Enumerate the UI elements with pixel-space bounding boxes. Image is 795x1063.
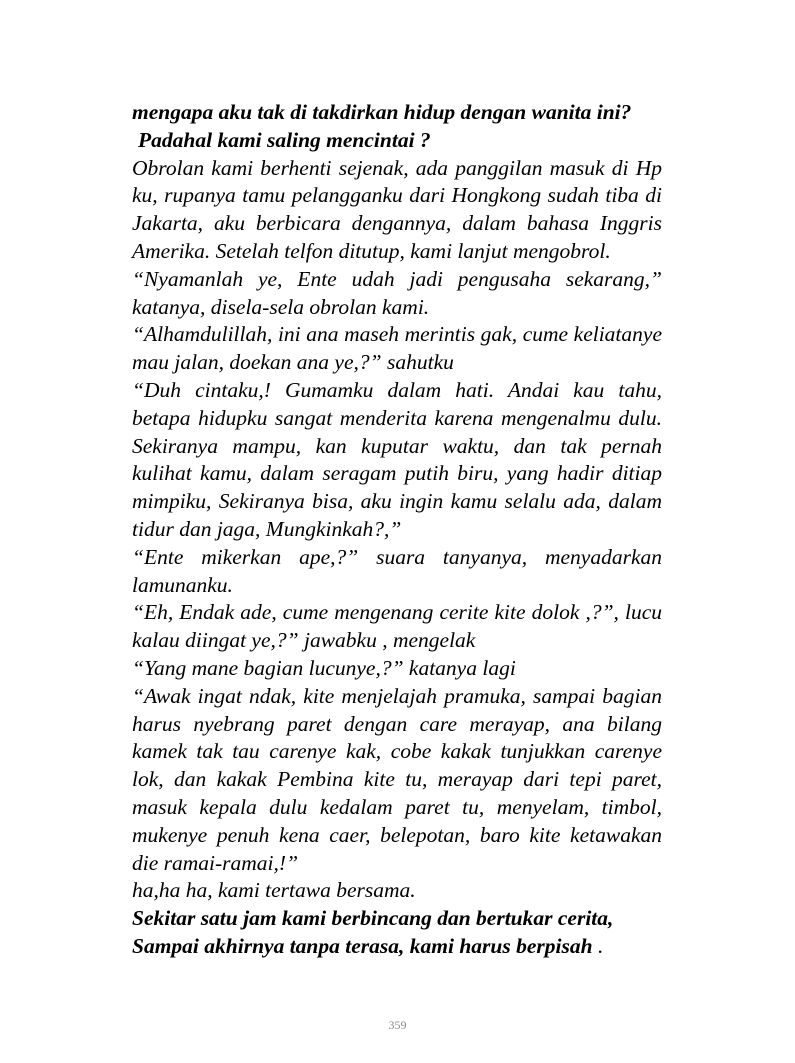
body-text bbox=[132, 99, 662, 961]
paragraph-dialogue-2: “Alhamdulillah, ini ana maseh merintis gak, cume keliatanye mau jalan, doekan ana ye,?” sahutku bbox=[132, 322, 662, 375]
closing-2-text: Sampai akhirnya tanpa terasa, kami harus berpisah bbox=[132, 933, 593, 958]
closing-2-period: . bbox=[597, 933, 604, 958]
paragraph-scout-story: “Awak ingat ndak, kite menjelajah pramuka, sampai bagian harus nyebrang paret dengan care merayap, ana bilang kamek tak tau carenye kak, cobe kakak tunjukkan carenye lok, dan kakak Pembina kite tu, merayap dari tepi paret, masuk kepala dulu kedalam paret tu, menyelam, timbol, mukenye penuh kena caer, belepotan, baro kite ketawakan die ramai-ramai,!” bbox=[132, 683, 662, 875]
page-number: 359 bbox=[388, 1018, 407, 1032]
paragraph-phone-call: Obrolan kami berhenti sejenak, ada panggilan masuk di Hp ku, rupanya tamu pelangganku dari Hongkong sudah tiba di Jakarta, aku berbicara dengannya, dalam bahasa Inggris Amerika. Setelah telfon ditutup, kami lanjut mengobrol. bbox=[132, 155, 662, 263]
paragraph-laughter: ha,ha ha, kami tertawa bersama. bbox=[132, 878, 416, 903]
paragraph-dialogue-3: “Ente mikerkan ape,?” suara tanyanya, menyadarkan lamunanku. bbox=[132, 544, 662, 597]
paragraph-closing-1: Sekitar satu jam kami berbincang dan bertukar cerita, bbox=[132, 906, 614, 931]
paragraph-question: mengapa aku tak di takdirkan hidup dengan wanita ini? bbox=[132, 100, 632, 124]
paragraph-dialogue-5: “Yang mane bagian lucunye,?” katanya lagi bbox=[132, 655, 516, 680]
paragraph-dialogue-1: “Nyamanlah ye, Ente udah jadi pengusaha sekarang,” katanya, disela-sela obrolan kami. bbox=[132, 266, 662, 319]
paragraph-closing-2 bbox=[132, 933, 662, 961]
paragraph-inner-thought: “Duh cintaku,! Gumamku dalam hati. Andai kau tahu, betapa hidupku sangat menderita karena mengenalmu dulu. Sekiranya mampu, kan kuputar waktu, dan tak pernah kulihat kamu, dalam seragam putih biru, yang hadir ditiap mimpiku, Sekiranya bisa, aku ingin kamu selalu ada, dalam tidur dan jaga, Mungkinkah?,” bbox=[132, 377, 662, 541]
paragraph-dialogue-4: “Eh, Endak ade, cume mengenang cerite kite dolok ,?”, lucu kalau diingat ye,?” jawabku , mengelak bbox=[132, 600, 662, 653]
paragraph-question-continued: Padahal kami saling mencintai ? bbox=[138, 127, 431, 152]
